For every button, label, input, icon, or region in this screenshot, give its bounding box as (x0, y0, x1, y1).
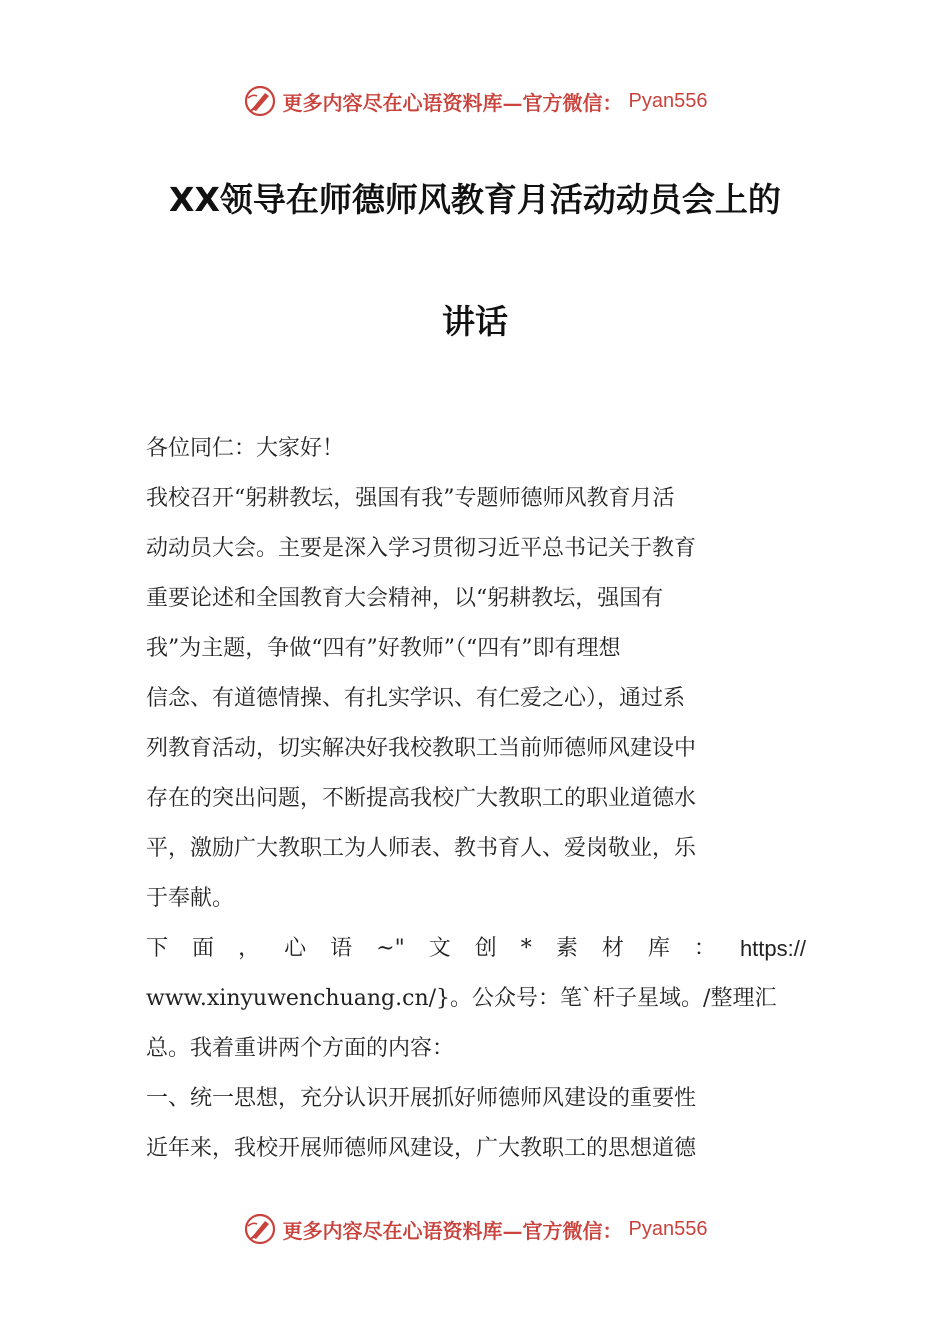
word: ~" (376, 936, 405, 961)
paragraph-line: 动动员大会。主要是深入学习贯彻习近平总书记关于教育 (146, 536, 697, 561)
word: 创 (474, 936, 497, 961)
pen-logo-icon (243, 84, 277, 118)
word: 文 (428, 936, 451, 961)
paragraph-line: www.xinyuwenchuang.cn/}。公众号：笔`杆子星域。/整理汇 (146, 986, 777, 1011)
word: 语 (330, 936, 353, 961)
url-prefix: https:// (739, 936, 806, 961)
document-body (146, 424, 806, 1174)
paragraph-line: 存在的突出问题，不断提高我校广大教职工的职业道德水 (146, 786, 697, 811)
word: * (520, 936, 532, 961)
document-title-line-2: 讲话 (442, 302, 508, 341)
word: 面 (192, 936, 215, 961)
paragraph-line: 重要论述和全国教育大会精神，以“躬耕教坛，强国有 (146, 586, 664, 611)
paragraph-line: 总。我着重讲两个方面的内容： (146, 1036, 455, 1061)
watermark-wechat-id: Pyan556 (628, 1217, 708, 1240)
watermark-text: 更多内容尽在心语资料库—官方微信： (282, 90, 623, 115)
paragraph-line-justified (146, 924, 806, 974)
paragraph-line: 近年来，我校开展师德师风建设，广大教职工的思想道德 (146, 1136, 697, 1161)
document-title-line-1: XX领导在师德师风教育月活动动员会上的 (169, 180, 781, 219)
watermark-text: 更多内容尽在心语资料库—官方微信： (282, 1218, 623, 1243)
word: 材 (601, 936, 624, 961)
paragraph-line: 平，激励广大教职工为人师表、教书育人、爱岗敬业，乐 (146, 836, 697, 861)
paragraph-line: 信念、有道德情操、有扎实学识、有仁爱之心），通过系 (146, 686, 686, 711)
word: ， (238, 936, 261, 961)
paragraph-line: 我”为主题，争做“四有”好教师”（“四有”即有理想 (146, 636, 621, 661)
pen-logo-icon (243, 1212, 277, 1246)
word: 心 (284, 936, 307, 961)
word: 下 (146, 936, 169, 961)
word: 素 (555, 936, 578, 961)
paragraph-line: 列教育活动，切实解决好我校教职工当前师德师风建设中 (146, 736, 697, 761)
section-heading: 一、统一思想，充分认识开展抓好师德师风建设的重要性 (146, 1086, 697, 1111)
header-watermark (0, 84, 950, 118)
watermark-wechat-id: Pyan556 (628, 89, 708, 112)
footer-watermark (0, 1212, 950, 1246)
word: ： (693, 936, 716, 961)
paragraph-line: 于奉献。 (146, 886, 235, 911)
paragraph-line: 我校召开“躬耕教坛，强国有我”专题师德师风教育月活 (146, 486, 675, 511)
greeting: 各位同仁：大家好！ (146, 436, 345, 461)
word: 库 (647, 936, 670, 961)
